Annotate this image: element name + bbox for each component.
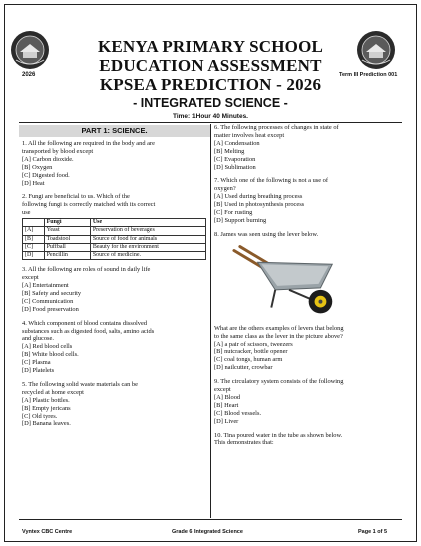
left-column	[22, 140, 206, 434]
column-divider	[210, 124, 211, 518]
question-8: 8. James was seen using the lever below.	[214, 230, 319, 238]
footer-center: Grade 6 Integrated Science	[172, 529, 243, 535]
right-column	[214, 124, 400, 453]
table-row: [D] Pencillin Source of medicine.	[23, 251, 206, 259]
time-allowed: Time: 1Hour 40 Minutes.	[172, 113, 248, 120]
question-2: 2. Fungi are beneficial to us. Which of the following fungi is correctly matched with its correct use Fungi Use [A] Yeast Preservation of beverages [B] Toadstool Source of food for animals [C] Puffball Beauty for the environment [D] Pencillin Source of medicine.	[22, 193, 206, 260]
question-10: 10. Tina poured water in the tube as shown below. This demonstrates that:	[214, 431, 343, 447]
bottom-divider	[19, 519, 402, 520]
question-8-follow-up: What are the others examples of levers that belong to the same class as the lever in the picture above? [A] a pair of scissors, tweezers [B] nutcracker, bottle opener [C] coal tongs, human arm [D] nailcutter, crowbar	[214, 324, 344, 372]
question-3: 3. All the following are roles of sound in daily life except [A] Entertainment [B] Safety and security [C] Communication [D] Food preservation	[22, 266, 151, 313]
question-6: 6. The following processes of changes in state of matter involves heat except [A] Condensation [B] Melting [C] Evaporation [D] Sublimation	[214, 124, 339, 171]
question-7: 7. Which one of the following is not a use of oxygen? [A] Used during breathing process [B] Used in photosynthesis process [C] For rusting [D] Support burning	[214, 177, 329, 224]
question-9: 9. The circulatory system consists of the following except [A] Blood [B] Heart [C] Blood vessels. [D] Liver	[214, 378, 344, 425]
question-5: 5. The following solid waste materials can be recycled at home except [A] Plastic bottles. [B] Empty jericans [C] Old tyres. [D] Banana leaves.	[22, 380, 138, 428]
fungi-table	[22, 218, 206, 260]
table-row: [C] Puffball Beauty for the environment	[23, 243, 206, 251]
header-title-line1: KENYA PRIMARY SCHOOL	[97, 37, 324, 56]
table-row: [B] Toadstool Source of food for animals	[23, 235, 206, 243]
part-title: PART 1: SCIENCE.	[19, 125, 210, 137]
table-row: [A] Yeast Preservation of beverages	[23, 227, 206, 235]
question-4: 4. Which component of blood contains dissolved substances such as digested food, salts, amino acids and glucose. [A] Red blood cells [B] White blood cells. [C] Plasma [D] Platelets	[22, 319, 155, 375]
question-1: 1. All the following are required in the body and are transported by blood except [A] Carbon dioxide. [B] Oxygen [C] Digested food. [D] Heat	[22, 140, 155, 187]
footer-left: Vyntex CBC Centre	[22, 529, 73, 535]
footer-page-number: Page 1 of 5	[358, 529, 388, 535]
top-divider	[19, 122, 402, 123]
header-title-line2: EDUCATION ASSESSMENT	[99, 56, 322, 75]
logo-year-left: 2026	[22, 72, 36, 78]
table-header-row: Fungi Use	[23, 219, 206, 227]
term-label: Term III Prediction 001	[339, 72, 398, 78]
header-title-line3: KPSEA PREDICTION - 2026	[99, 75, 322, 94]
wheelbarrow-image	[230, 244, 348, 316]
subject-title: - INTEGRATED SCIENCE -	[133, 96, 288, 110]
